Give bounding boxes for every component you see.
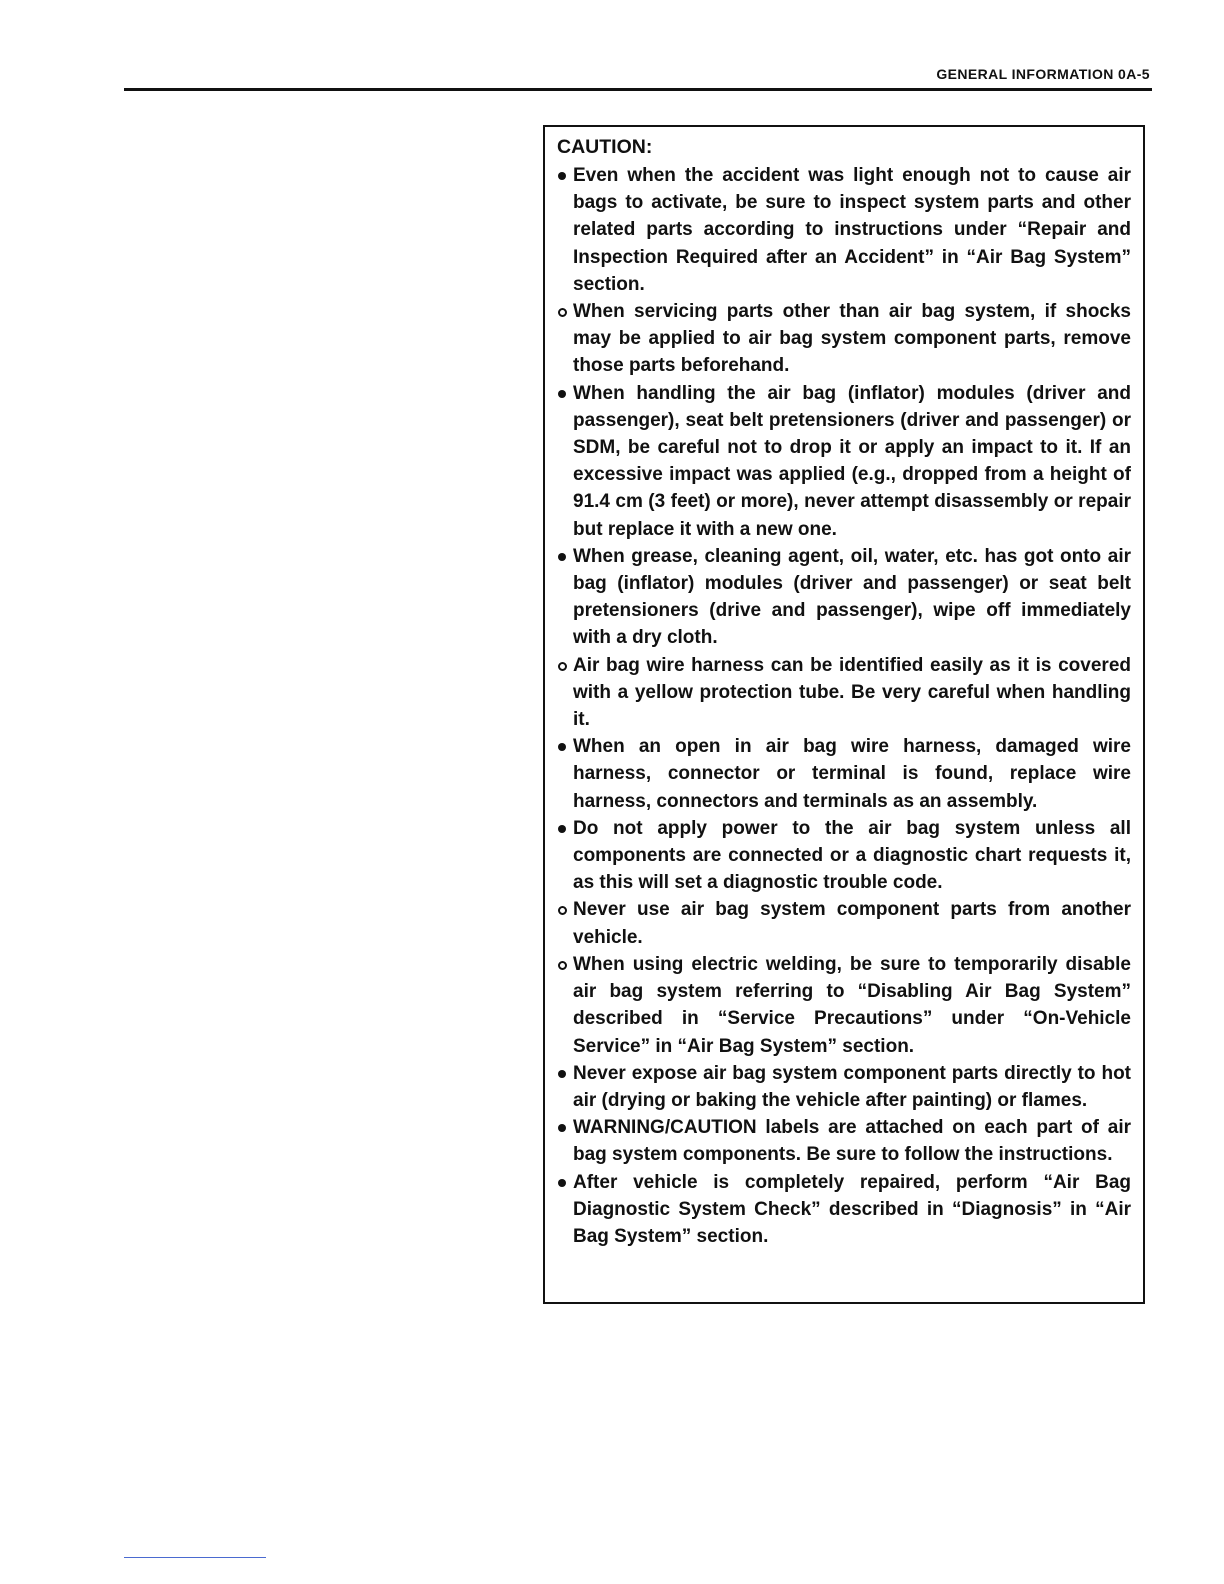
caution-list xyxy=(557,162,1131,1250)
bullet-icon xyxy=(558,662,567,671)
caution-item-text: After vehicle is completely repaired, perform “Air Bag Diagnostic System Check” described in “Diagnosis” in “Air Bag System” section. xyxy=(573,1171,1131,1247)
caution-item xyxy=(557,815,1131,897)
caution-item xyxy=(557,380,1131,543)
caution-item xyxy=(557,298,1131,380)
caution-title: CAUTION: xyxy=(557,136,653,158)
caution-item-text: Never use air bag system component parts from another vehicle. xyxy=(573,899,1131,948)
caution-item-text: Even when the accident was light enough not to cause air bags to activate, be sure to inspect system parts and other related parts according to instructions under “Repair and Inspection Required after an Accident” in “Air Bag System” section. xyxy=(573,165,1131,295)
page-header xyxy=(124,60,1152,91)
caution-item-text: Do not apply power to the air bag system unless all components are connected or a diagnostic chart requests it, as this will set a diagnostic trouble code. xyxy=(573,817,1131,894)
bullet-icon xyxy=(558,1070,566,1078)
caution-item xyxy=(557,896,1131,950)
caution-item xyxy=(557,1060,1131,1114)
caution-item xyxy=(557,951,1131,1060)
caution-item xyxy=(557,543,1131,652)
bullet-icon xyxy=(558,743,566,751)
bullet-icon xyxy=(558,1124,566,1132)
bullet-icon xyxy=(558,825,566,833)
bullet-icon xyxy=(558,390,566,398)
caution-item xyxy=(557,652,1131,734)
caution-item-text: When grease, cleaning agent, oil, water, etc. has got onto air bag (inflator) modules (driver and passenger) or seat belt pretensioners (drive and passenger), wipe off immediately with a dry cloth. xyxy=(573,545,1131,649)
caution-item-text: Air bag wire harness can be identified easily as it is covered with a yellow protection tube. Be very careful when handling it. xyxy=(573,654,1131,731)
caution-item xyxy=(557,1114,1131,1168)
caution-item-text: When using electric welding, be sure to temporarily disable air bag system referring to “Disabling Air Bag System” described in “Service Precautions” under “On-Vehicle Service” in “Air Bag System” section. xyxy=(573,953,1131,1057)
caution-item-text: When an open in air bag wire harness, damaged wire harness, connector or terminal is found, replace wire harness, connectors and terminals as an assembly. xyxy=(573,736,1131,812)
caution-item-text: When handling the air bag (inflator) modules (driver and passenger), seat belt pretensioners (driver and passenger) or SDM, be careful not to drop it or apply an impact to it. If an excessive impact was applied (e.g., dropped from a height of 91.4 cm (3 feet) or more), never attempt disassembly or repair but replace it with a new one. xyxy=(573,382,1131,540)
caution-item-text: Never expose air bag system component parts directly to hot air (drying or baking the vehicle after painting) or flames. xyxy=(573,1062,1131,1111)
caution-item xyxy=(557,733,1131,815)
section-page-label: GENERAL INFORMATION 0A-5 xyxy=(936,66,1150,82)
caution-item xyxy=(557,162,1131,298)
bullet-icon xyxy=(558,906,567,915)
bullet-icon xyxy=(558,1179,566,1187)
bullet-icon xyxy=(558,961,567,970)
bullet-icon xyxy=(558,172,566,180)
caution-item-text: When servicing parts other than air bag system, if shocks may be applied to air bag system component parts, remove those parts beforehand. xyxy=(573,301,1131,377)
caution-item xyxy=(557,1169,1131,1251)
footer-rule xyxy=(124,1557,266,1558)
bullet-icon xyxy=(558,553,566,561)
bullet-icon xyxy=(558,308,567,317)
caution-box xyxy=(543,125,1145,1304)
caution-item-text: WARNING/CAUTION labels are attached on each part of air bag system components. Be sure to follow the instructions. xyxy=(573,1117,1131,1166)
